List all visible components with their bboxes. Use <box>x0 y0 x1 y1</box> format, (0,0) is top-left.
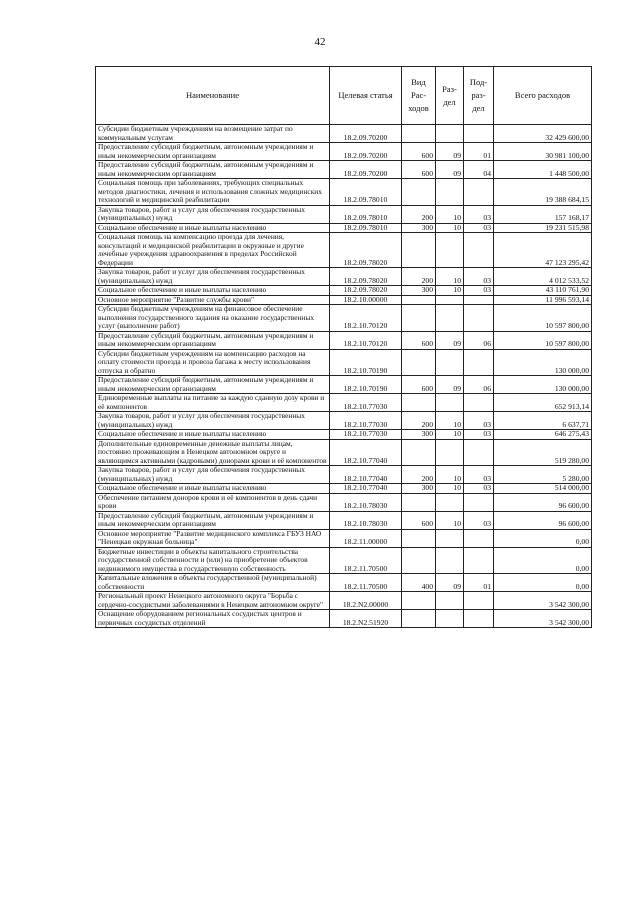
row-subsection-cell <box>464 295 494 305</box>
row-total-cell: 10 597 800,00 <box>494 305 592 332</box>
row-name-cell: Социальная помощь на компенсацию проезда для лечения, консультаций и медицинской реабилитации в окружные и другие лечебные учреждения здравоохранения в пределах Российской Федерации <box>96 233 330 268</box>
row-section-cell <box>436 529 464 547</box>
row-name-cell: Основное мероприятие "Развитие службы крови" <box>96 295 330 305</box>
header-name: Наименование <box>96 67 330 125</box>
row-expense-type-cell <box>402 295 436 305</box>
row-name-cell: Закупка товаров, работ и услуг для обеспечения государственных (муниципальных) нужд <box>96 466 330 484</box>
row-expense-type-cell <box>402 394 436 412</box>
row-target-cell: 18.2.10.70120 <box>330 331 402 349</box>
row-target-cell: 18.2.10.70190 <box>330 376 402 394</box>
row-section-cell: 10 <box>436 412 464 430</box>
table-row <box>96 574 592 592</box>
row-total-cell: 32 429 600,00 <box>494 125 592 143</box>
row-total-cell: 10 597 800,00 <box>494 331 592 349</box>
row-target-cell: 18.2.10.77030 <box>330 412 402 430</box>
row-total-cell: 514 000,00 <box>494 484 592 494</box>
row-total-cell: 0,00 <box>494 574 592 592</box>
row-subsection-cell: 03 <box>464 466 494 484</box>
table-row <box>96 394 592 412</box>
row-name-cell: Субсидии бюджетным учреждениям на возмещение затрат по коммунальным услугам <box>96 125 330 143</box>
row-target-cell: 18.2.09.78020 <box>330 233 402 268</box>
row-expense-type-cell <box>402 610 436 628</box>
row-total-cell: 130 000,00 <box>494 349 592 376</box>
row-expense-type-cell <box>402 493 436 511</box>
row-target-cell: 18.2.11.70500 <box>330 574 402 592</box>
row-target-cell: 18.2.N2.51920 <box>330 610 402 628</box>
table-row <box>96 439 592 466</box>
table-row <box>96 143 592 161</box>
row-section-cell <box>436 179 464 206</box>
row-subsection-cell <box>464 305 494 332</box>
table-row <box>96 286 592 296</box>
row-total-cell: 0,00 <box>494 547 592 574</box>
row-expense-type-cell: 600 <box>402 376 436 394</box>
row-name-cell: Бюджетные инвестиции в объекты капитального строительства государственной собственности и (или) на приобретение объектов недвижимого имущества в государственную собственность <box>96 547 330 574</box>
row-target-cell: 18.2.10.77030 <box>330 430 402 440</box>
row-target-cell: 18.2.09.70200 <box>330 125 402 143</box>
row-subsection-cell: 03 <box>464 286 494 296</box>
row-subsection-cell <box>464 125 494 143</box>
row-subsection-cell: 03 <box>464 205 494 223</box>
row-subsection-cell <box>464 349 494 376</box>
row-total-cell: 519 280,00 <box>494 439 592 466</box>
header-section: Раз- дел <box>436 67 464 125</box>
row-total-cell: 47 123 295,42 <box>494 233 592 268</box>
row-section-cell: 10 <box>436 268 464 286</box>
row-subsection-cell: 03 <box>464 484 494 494</box>
table-row <box>96 529 592 547</box>
table-row <box>96 412 592 430</box>
row-name-cell: Дополнительные единовременные денежные выплаты лицам, постоянно проживающим в Ненецком автономном округе и являющимся активными (кадровыми) донорами крови и её компонентов <box>96 439 330 466</box>
row-name-cell: Предоставление субсидий бюджетным, автономным учреждениям и иным некоммерческим организациям <box>96 331 330 349</box>
row-target-cell: 18.2.10.70120 <box>330 305 402 332</box>
table-row <box>96 466 592 484</box>
row-expense-type-cell: 400 <box>402 574 436 592</box>
header-expense-type: Вид Рас- ходов <box>402 67 436 125</box>
table-row <box>96 268 592 286</box>
table-row <box>96 125 592 143</box>
row-subsection-cell: 03 <box>464 511 494 529</box>
table-row <box>96 161 592 179</box>
row-target-cell: 18.2.10.77040 <box>330 484 402 494</box>
table-row <box>96 295 592 305</box>
row-subsection-cell <box>464 493 494 511</box>
row-section-cell <box>436 610 464 628</box>
row-subsection-cell: 01 <box>464 574 494 592</box>
row-target-cell: 18.2.10.78030 <box>330 511 402 529</box>
row-expense-type-cell: 300 <box>402 484 436 494</box>
table-row <box>96 223 592 233</box>
row-target-cell: 18.2.09.78010 <box>330 223 402 233</box>
row-target-cell: 18.2.10.77040 <box>330 466 402 484</box>
row-subsection-cell: 04 <box>464 161 494 179</box>
row-name-cell: Социальная помощь при заболеваниях, требующих специальных методов диагностики, лечения и использования сложных медицинских технологий и медицинской реабилитации <box>96 179 330 206</box>
row-name-cell: Обеспечение питанием доноров крови и её компонентов в день сдачи крови <box>96 493 330 511</box>
row-target-cell: 18.2.10.77030 <box>330 394 402 412</box>
table-row <box>96 331 592 349</box>
row-section-cell <box>436 295 464 305</box>
row-expense-type-cell <box>402 529 436 547</box>
table-row <box>96 430 592 440</box>
row-total-cell: 19 388 684,15 <box>494 179 592 206</box>
row-subsection-cell: 03 <box>464 268 494 286</box>
row-total-cell: 1 448 500,00 <box>494 161 592 179</box>
row-section-cell: 10 <box>436 466 464 484</box>
row-total-cell: 3 542 300,00 <box>494 610 592 628</box>
row-section-cell: 09 <box>436 331 464 349</box>
row-section-cell <box>436 394 464 412</box>
row-expense-type-cell: 600 <box>402 143 436 161</box>
row-name-cell: Региональный проект Ненецкого автономного округа "Борьба с сердечно-сосудистыми заболеваниями в Ненецком автономном округе" <box>96 592 330 610</box>
row-target-cell: 18.2.09.70200 <box>330 161 402 179</box>
row-section-cell: 10 <box>436 223 464 233</box>
row-section-cell <box>436 493 464 511</box>
header-total: Всего расходов <box>494 67 592 125</box>
table-row <box>96 610 592 628</box>
row-subsection-cell: 03 <box>464 223 494 233</box>
row-section-cell <box>436 125 464 143</box>
row-expense-type-cell <box>402 592 436 610</box>
header-subsection: Под- раз- дел <box>464 67 494 125</box>
table-row <box>96 493 592 511</box>
row-expense-type-cell <box>402 179 436 206</box>
row-expense-type-cell: 200 <box>402 412 436 430</box>
row-total-cell: 11 996 593,14 <box>494 295 592 305</box>
row-section-cell: 09 <box>436 143 464 161</box>
row-target-cell: 18.2.09.78010 <box>330 179 402 206</box>
row-subsection-cell <box>464 179 494 206</box>
row-name-cell: Социальное обеспечение и иные выплаты населению <box>96 430 330 440</box>
row-total-cell: 3 542 300,00 <box>494 592 592 610</box>
table-row <box>96 305 592 332</box>
row-expense-type-cell: 600 <box>402 511 436 529</box>
row-name-cell: Закупка товаров, работ и услуг для обеспечения государственных (муниципальных) нужд <box>96 268 330 286</box>
row-section-cell <box>436 592 464 610</box>
row-section-cell <box>436 233 464 268</box>
row-name-cell: Предоставление субсидий бюджетным, автономным учреждениям и иным некоммерческим организациям <box>96 143 330 161</box>
row-total-cell: 96 600,00 <box>494 493 592 511</box>
row-subsection-cell: 06 <box>464 331 494 349</box>
row-subsection-cell: 03 <box>464 430 494 440</box>
row-section-cell: 10 <box>436 205 464 223</box>
row-total-cell: 30 981 100,00 <box>494 143 592 161</box>
row-expense-type-cell <box>402 349 436 376</box>
row-total-cell: 652 913,14 <box>494 394 592 412</box>
row-subsection-cell <box>464 233 494 268</box>
row-name-cell: Предоставление субсидий бюджетным, автономным учреждениям и иным некоммерческим организациям <box>96 376 330 394</box>
row-section-cell: 09 <box>436 574 464 592</box>
table-row <box>96 376 592 394</box>
row-expense-type-cell: 200 <box>402 466 436 484</box>
row-expense-type-cell: 600 <box>402 331 436 349</box>
row-section-cell: 10 <box>436 286 464 296</box>
row-target-cell: 18.2.11.70500 <box>330 547 402 574</box>
row-section-cell: 09 <box>436 161 464 179</box>
row-total-cell: 0,00 <box>494 529 592 547</box>
table-header-row <box>96 67 592 125</box>
row-expense-type-cell: 600 <box>402 161 436 179</box>
row-target-cell: 18.2.10.00000 <box>330 295 402 305</box>
row-name-cell: Социальное обеспечение и иные выплаты населению <box>96 286 330 296</box>
table-row <box>96 349 592 376</box>
row-name-cell: Социальное обеспечение и иные выплаты населению <box>96 223 330 233</box>
row-expense-type-cell <box>402 233 436 268</box>
row-subsection-cell <box>464 547 494 574</box>
row-subsection-cell: 01 <box>464 143 494 161</box>
table-row <box>96 233 592 268</box>
row-subsection-cell <box>464 394 494 412</box>
table-row <box>96 511 592 529</box>
row-expense-type-cell: 300 <box>402 430 436 440</box>
row-total-cell: 19 231 515,98 <box>494 223 592 233</box>
budget-table <box>95 66 592 628</box>
row-name-cell: Закупка товаров, работ и услуг для обеспечения государственных (муниципальных) нужд <box>96 412 330 430</box>
row-subsection-cell <box>464 610 494 628</box>
row-section-cell <box>436 305 464 332</box>
row-target-cell: 18.2.N2.00000 <box>330 592 402 610</box>
row-expense-type-cell: 200 <box>402 268 436 286</box>
row-total-cell: 130 000,00 <box>494 376 592 394</box>
row-name-cell: Социальное обеспечение и иные выплаты населению <box>96 484 330 494</box>
row-total-cell: 6 637,71 <box>494 412 592 430</box>
row-target-cell: 18.2.11.00000 <box>330 529 402 547</box>
row-total-cell: 96 600,00 <box>494 511 592 529</box>
row-expense-type-cell <box>402 305 436 332</box>
table-row <box>96 592 592 610</box>
row-target-cell: 18.2.10.77040 <box>330 439 402 466</box>
row-section-cell: 09 <box>436 376 464 394</box>
row-total-cell: 646 275,43 <box>494 430 592 440</box>
row-subsection-cell <box>464 439 494 466</box>
row-expense-type-cell <box>402 547 436 574</box>
row-expense-type-cell <box>402 125 436 143</box>
row-subsection-cell <box>464 529 494 547</box>
row-section-cell <box>436 439 464 466</box>
row-target-cell: 18.2.10.70190 <box>330 349 402 376</box>
row-expense-type-cell <box>402 439 436 466</box>
row-expense-type-cell: 200 <box>402 205 436 223</box>
row-subsection-cell: 06 <box>464 376 494 394</box>
row-name-cell: Капитальные вложения в объекты государственной (муниципальной) собственности <box>96 574 330 592</box>
table-row <box>96 484 592 494</box>
row-target-cell: 18.2.09.78020 <box>330 286 402 296</box>
row-target-cell: 18.2.09.78020 <box>330 268 402 286</box>
row-total-cell: 5 280,00 <box>494 466 592 484</box>
page-number: 42 <box>314 36 326 48</box>
row-subsection-cell <box>464 592 494 610</box>
row-expense-type-cell: 300 <box>402 223 436 233</box>
row-name-cell: Закупка товаров, работ и услуг для обеспечения государственных (муниципальных) нужд <box>96 205 330 223</box>
table-row <box>96 179 592 206</box>
row-subsection-cell: 03 <box>464 412 494 430</box>
row-total-cell: 4 012 533,52 <box>494 268 592 286</box>
table-row <box>96 547 592 574</box>
row-section-cell: 10 <box>436 430 464 440</box>
table-row <box>96 205 592 223</box>
row-target-cell: 18.2.09.70200 <box>330 143 402 161</box>
row-name-cell: Основное мероприятие "Развитие медицинского комплекса ГБУЗ НАО "Ненецкая окружная больница" <box>96 529 330 547</box>
row-name-cell: Предоставление субсидий бюджетным, автономным учреждениям и иным некоммерческим организациям <box>96 511 330 529</box>
row-target-cell: 18.2.09.78010 <box>330 205 402 223</box>
row-name-cell: Субсидии бюджетным учреждениям на финансовое обеспечение выполнения государственного задания на оказание государственных услуг (выполнение работ) <box>96 305 330 332</box>
row-expense-type-cell: 300 <box>402 286 436 296</box>
header-target: Целевая статья <box>330 67 402 125</box>
row-section-cell: 10 <box>436 484 464 494</box>
row-section-cell <box>436 547 464 574</box>
row-name-cell: Предоставление субсидий бюджетным, автономным учреждениям и иным некоммерческим организациям <box>96 161 330 179</box>
row-name-cell: Оснащение оборудованием региональных сосудистых центров и первичных сосудистых отделений <box>96 610 330 628</box>
row-total-cell: 157 168,17 <box>494 205 592 223</box>
row-name-cell: Единовременные выплаты на питание за каждую сданную дозу крови и её компонентов <box>96 394 330 412</box>
row-total-cell: 43 110 761,90 <box>494 286 592 296</box>
row-section-cell: 10 <box>436 511 464 529</box>
row-section-cell <box>436 349 464 376</box>
row-name-cell: Субсидии бюджетным учреждениям на компенсацию расходов на оплату стоимости проезда и провоза багажа к месту использования отпуска и обратно <box>96 349 330 376</box>
row-target-cell: 18.2.10.78030 <box>330 493 402 511</box>
